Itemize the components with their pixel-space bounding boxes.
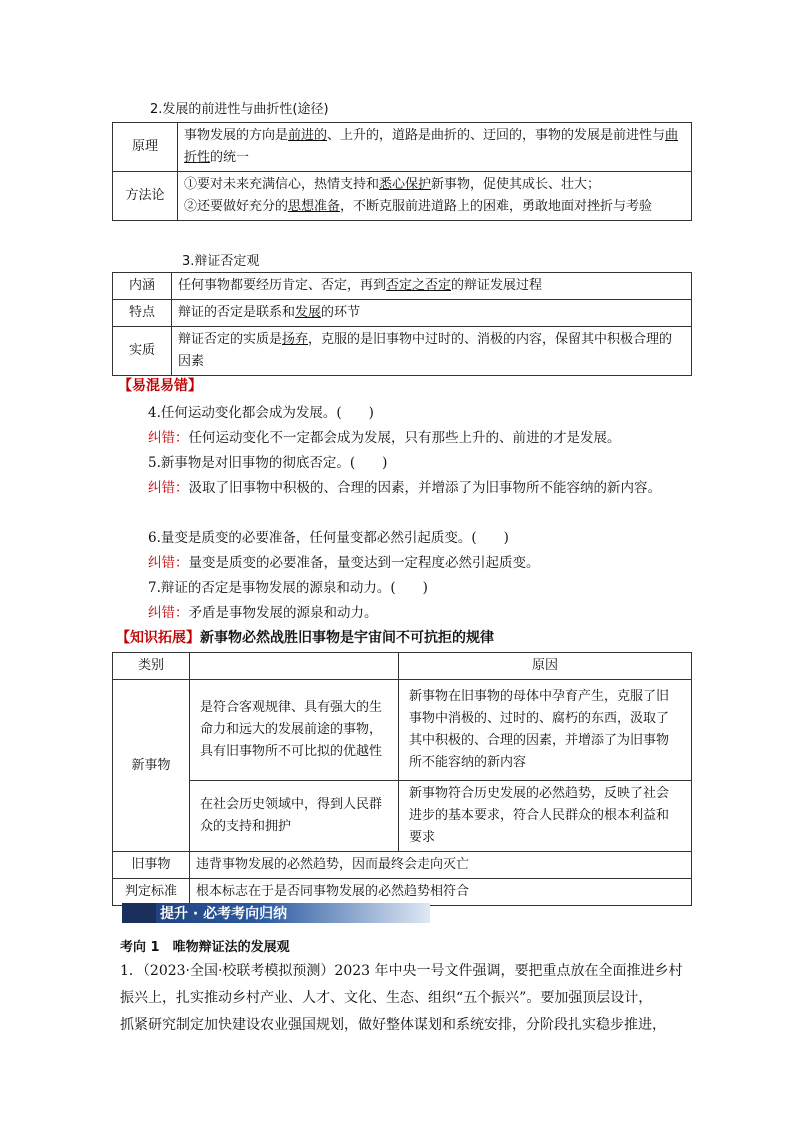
table-row [113, 653, 692, 680]
row-label: 实质 [113, 327, 172, 376]
question-7: 7.辩证的否定是事物发展的源泉和动力。( ) [148, 580, 428, 596]
key-term: 扬弃 [282, 332, 309, 347]
row-content [172, 300, 692, 327]
key-term: 前进的 [288, 128, 328, 143]
table-row [113, 327, 692, 376]
row-label: 特点 [113, 300, 172, 327]
banner-block [122, 903, 156, 923]
text: 新事物，促使其成长、壮大； [431, 177, 601, 192]
table-row [113, 273, 692, 300]
new-things-feature-2: 在社会历史领域中，得到人民群众的支持和拥护 [190, 781, 399, 852]
correction-5 [148, 476, 661, 496]
text: 辩证的否定是联系和 [178, 305, 296, 320]
correction-label: 纠错： [148, 555, 189, 571]
text: ①要对未来充满信心，热情支持和 [184, 177, 380, 192]
standard-label: 判定标准 [113, 879, 190, 906]
section-2-title: 2.发展的前进性与曲折性(途径) [150, 102, 329, 117]
text: 的统一 [210, 150, 250, 165]
section-banner [122, 903, 430, 923]
header-type: 类别 [113, 653, 190, 680]
expand-bracket: 【知识拓展】 [116, 630, 200, 646]
table-row [113, 172, 692, 221]
section-3-title: 3.辩证否定观 [182, 254, 260, 269]
row-content [178, 172, 692, 221]
row-label: 内涵 [113, 273, 172, 300]
correction-label: 纠错： [148, 430, 189, 446]
old-things-label: 旧事物 [113, 852, 190, 879]
question-6: 6.量变是质变的必要准备，任何量变都必然引起质变。( ) [148, 530, 509, 546]
row-content [172, 273, 692, 300]
new-things-label: 新事物 [113, 680, 190, 852]
table-row [113, 852, 692, 879]
old-things-text: 违背事物发展的必然趋势，因而最终会走向灭亡 [190, 852, 692, 879]
text: 的辩证发展过程 [451, 278, 543, 293]
text: ，不断克服前进道路上的困难，勇敢地面对挫折与考验 [340, 199, 653, 214]
key-term: 曲折性 [184, 128, 679, 165]
table-row [113, 123, 692, 172]
new-things-reason-1: 新事物在旧事物的母体中孕育产生，克服了旧事物中消极的、过时的、腐朽的东西，汲取了其中积极的、合理的因素，并增添了为旧事物所不能容纳的新内容 [399, 680, 692, 781]
correction-4 [148, 426, 621, 446]
correction-text: 汲取了旧事物中积极的、合理的因素，并增添了为旧事物所不能容纳的新内容。 [188, 480, 661, 496]
table-row [113, 300, 692, 327]
correction-label: 纠错： [148, 480, 189, 496]
new-things-feature-1: 是符合客观规律、具有强大的生命力和远大的发展前途的事物，具有旧事物所不可比拟的优越性 [190, 680, 399, 781]
expand-title: 新事物必然战胜旧事物是宇宙间不可抗拒的规律 [200, 630, 494, 646]
row-label: 方法论 [113, 172, 178, 221]
question-line: 1．（2023·全国·校联考模拟预测）2023 年中央一号文件强调，要把重点放在全面推进乡村 [120, 963, 683, 979]
key-term: 否定之否定 [386, 278, 452, 293]
text: 任何事物都要经历肯定、否定，再到 [178, 278, 387, 293]
text: ②还要做好充分的 [184, 199, 289, 214]
text: 、上升的，道路是曲折的、迂回的，事物的发展是前进性与 [327, 128, 666, 143]
table-row [113, 879, 692, 906]
confuse-title: 【易混易错】 [118, 378, 202, 394]
question-4: 4.任何运动变化都会成为发展。( ) [148, 405, 374, 421]
question-5: 5.新事物是对旧事物的彻底否定。( ) [148, 455, 388, 471]
key-term: 悉心保护 [379, 177, 432, 192]
direction-title: 考向 1 唯物辩证法的发展观 [120, 940, 290, 955]
standard-text: 根本标志在于是否同事物发展的必然趋势相符合 [190, 879, 692, 906]
text: ，克服的是旧事物中过时的、消极的内容，保留其中积极合理的因素 [178, 332, 673, 369]
section-3-table [112, 272, 692, 376]
question-1 [120, 958, 700, 1039]
correction-7 [148, 601, 378, 621]
text: 的环节 [321, 305, 361, 320]
table-row [113, 781, 692, 852]
text: 辩证否定的实质是 [178, 332, 283, 347]
row-label: 原理 [113, 123, 178, 172]
header-reason: 原因 [399, 653, 692, 680]
question-line: 抓紧研究制定加快建设农业强国规划，做好整体谋划和系统安排，分阶段扎实稳步推进， [120, 1017, 666, 1033]
header-empty [190, 653, 399, 680]
table-row [113, 680, 692, 781]
key-term: 思想准备 [288, 199, 341, 214]
new-things-reason-2: 新事物符合历史发展的必然趋势，反映了社会进步的基本要求，符合人民群众的根本利益和要求 [399, 781, 692, 852]
key-term: 发展 [295, 305, 322, 320]
correction-6 [148, 551, 540, 571]
row-content [178, 123, 692, 172]
row-content [172, 327, 692, 376]
text: 事物发展的方向是 [184, 128, 289, 143]
question-line: 振兴上，扎实推动乡村产业、人才、文化、生态、组织“五个振兴”。要加强顶层设计， [120, 990, 653, 1006]
correction-label: 纠错： [148, 605, 189, 621]
correction-text: 量变是质变的必要准备，量变达到一定程度必然引起质变。 [188, 555, 540, 571]
correction-text: 任何运动变化不一定都会成为发展，只有那些上升的、前进的才是发展。 [188, 430, 621, 446]
section-2-table [112, 122, 692, 221]
banner-text: 提升 · 必考考向归纳 [160, 906, 288, 922]
correction-text: 矛盾是事物发展的源泉和动力。 [188, 605, 378, 621]
expand-table [112, 652, 692, 906]
expand-header [116, 627, 494, 647]
